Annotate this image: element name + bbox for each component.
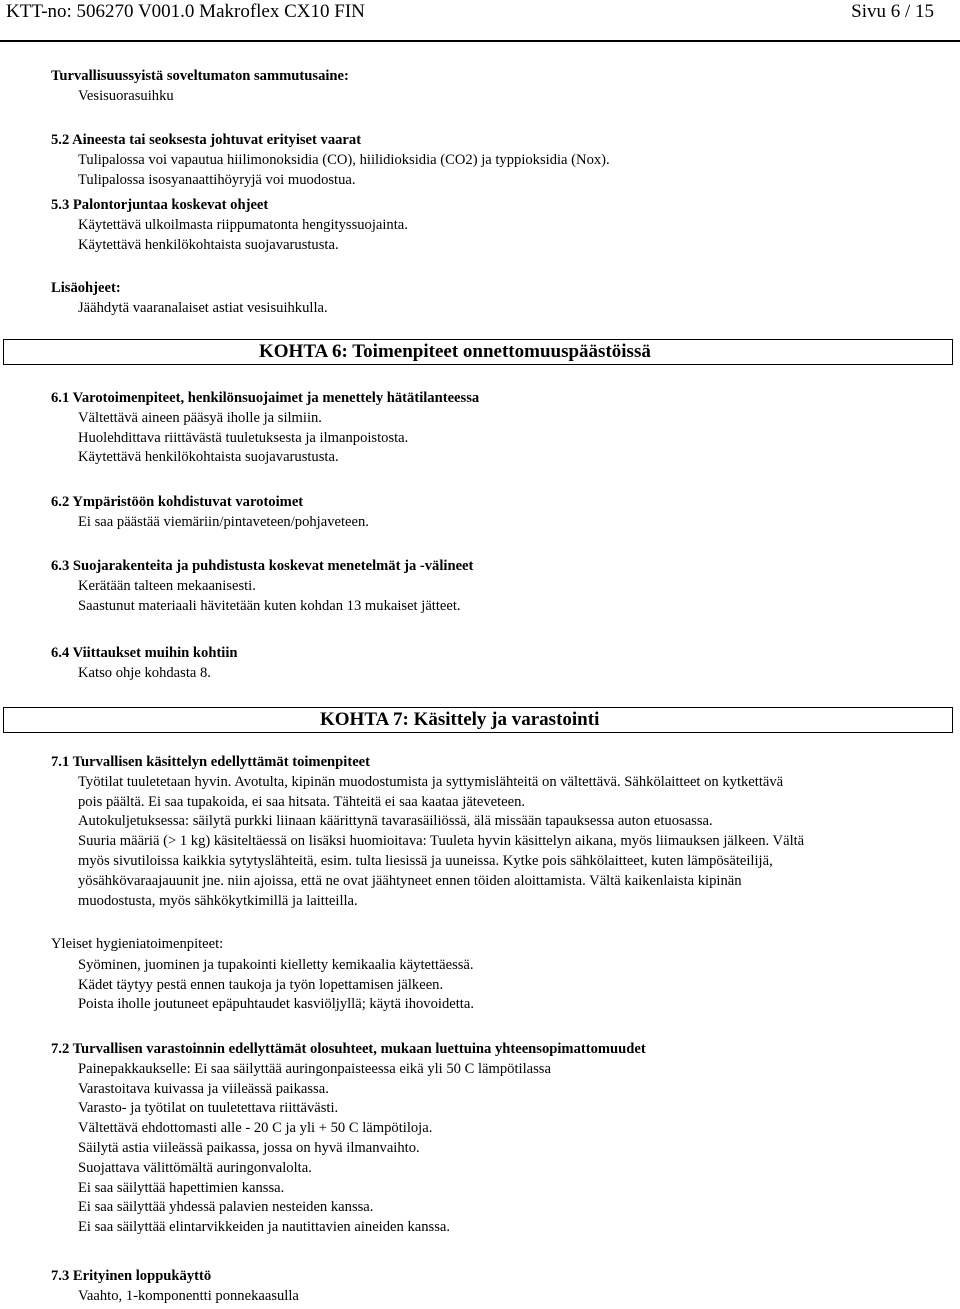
section-7-banner [3, 707, 953, 733]
section-heading: 5.3 Palontorjuntaa koskevat ohjeet [51, 197, 269, 213]
page-header [0, 0, 960, 44]
section-6-2 [51, 493, 369, 533]
paragraph-line: Huolehdittava riittävästä tuuletuksesta ja ilmanpoistosta. [78, 429, 409, 446]
paragraph-line: Syöminen, juominen ja tupakointi kielletty kemikaalia käytettäessä. [78, 956, 474, 973]
section-heading: Turvallisuussyistä soveltumaton sammutusaine: [51, 68, 349, 84]
paragraph-line: Käytettävä henkilökohtaista suojavarustusta. [78, 236, 339, 253]
section-6-4 [51, 644, 238, 684]
general-hygiene [51, 935, 474, 1015]
paragraph-line: Painepakkaukselle: Ei saa säilyttää auringonpaisteessa eikä yli 50 C lämpötilassa [78, 1060, 551, 1077]
paragraph-line: pois päältä. Ei saa tupakoida, ei saa hitsata. Tähteitä ei saa kaataa jäteveteen. [78, 793, 526, 810]
section-6-3 [51, 557, 473, 616]
paragraph-line: Saastunut materiaali hävitetään kuten kohdan 13 mukaiset jätteet. [78, 597, 461, 614]
paragraph-line: Vältettävä aineen pääsyä iholle ja silmiin. [78, 409, 322, 426]
section-7-1 [51, 753, 804, 911]
paragraph-line: Ei saa säilyttää yhdessä palavien nesteiden kanssa. [78, 1199, 374, 1216]
section-6-1 [51, 389, 479, 468]
paragraph-line: Ei saa säilyttää elintarvikkeiden ja nautittavien aineiden kanssa. [78, 1219, 451, 1236]
section-heading: Lisäohjeet: [51, 280, 121, 296]
section-5-2 [51, 131, 610, 190]
paragraph-line: Tulipalossa voi vapautua hiilimonoksidia (CO), hiilidioksidia (CO2) ja typpioksidia (Nox). [78, 151, 610, 168]
page-number: Sivu 6 / 15 [851, 1, 934, 22]
paragraph-line: Jäähdytä vaaranalaiset astiat vesisuihkulla. [78, 299, 328, 316]
section-heading: 6.4 Viittaukset muihin kohtiin [51, 645, 238, 661]
paragraph-line: Ei saa säilyttää hapettimien kanssa. [78, 1179, 285, 1196]
section-heading: 6.2 Ympäristöön kohdistuvat varotoimet [51, 494, 304, 510]
paragraph-line: Suuria määriä (> 1 kg) käsiteltäessä on lisäksi huomioitava: Tuuleta hyvin käsittelyn aikana, myös liimauksen jälkeen. Vältä [78, 833, 805, 850]
paragraph-line: Käytettävä henkilökohtaista suojavarustusta. [78, 449, 339, 466]
paragraph-line: Varasto- ja työtilat on tuuletettava riittävästi. [78, 1100, 339, 1117]
section-heading: Yleiset hygieniatoimenpiteet: [51, 936, 224, 952]
section-7-3 [51, 1267, 299, 1307]
paragraph-line: Kädet täytyy pestä ennen taukoja ja työn lopettamisen jälkeen. [78, 976, 444, 993]
paragraph-line: Vesisuorasuihku [78, 87, 174, 104]
paragraph-line: Poista iholle joutuneet epäpuhtaudet kasviöljyllä; käytä ihovoidetta. [78, 996, 474, 1013]
paragraph-line: Vältettävä ehdottomasti alle - 20 C ja yli + 50 C lämpötiloja. [78, 1120, 433, 1137]
paragraph-line: myös sivutiloissa kaikkia sytytyslähteitä, esim. tulta liesissä ja uuneissa. Kytke pois sähkölaitteet, kuten lämpösäteilijä, [78, 852, 773, 869]
paragraph-line: Vaahto, 1-komponentti ponnekaasulla [78, 1287, 299, 1304]
paragraph-line: Käytettävä ulkoilmasta riippumatonta hengityssuojainta. [78, 216, 408, 233]
section-heading: 5.2 Aineesta tai seoksesta johtuvat erityiset vaarat [51, 132, 362, 148]
paragraph-line: Työtilat tuuletetaan hyvin. Avotulta, kipinän muodostumista ja syttymislähteitä on vältettävä. Sähkölaitteet on kytkettävä [78, 773, 784, 790]
paragraph-line: Suojattava välittömältä auringonvalolta. [78, 1159, 312, 1176]
paragraph-line: Tulipalossa isosyanaattihöyryjä voi muodostua. [78, 171, 356, 188]
section-heading: 6.3 Suojarakenteita ja puhdistusta koskevat menetelmät ja -välineet [51, 558, 474, 574]
section-6-banner [3, 339, 953, 365]
section-heading: 6.1 Varotoimenpiteet, henkilönsuojaimet ja menettely hätätilanteessa [51, 390, 480, 406]
section-title: KOHTA 7: Käsittely ja varastointi [320, 709, 600, 730]
section-title: KOHTA 6: Toimenpiteet onnettomuuspäästöissä [259, 341, 651, 362]
document-id: KTT-no: 506270 V001.0 Makroflex CX10 FIN [6, 1, 365, 22]
section-5-3 [51, 196, 408, 255]
paragraph-line: Säilytä astia viileässä paikassa, jossa on hyvä ilmanvaihto. [78, 1139, 420, 1156]
header-divider [0, 40, 960, 42]
section-7-2 [51, 1040, 646, 1238]
paragraph-line: yösähkövaraajauunit jne. niin ajoissa, että ne ovat jäähtyneet ennen töiden aloittamista. Vältä kaikenlaista kipinän [78, 872, 742, 889]
additional-instructions [51, 279, 328, 319]
section-heading: 7.2 Turvallisen varastoinnin edellyttämät olosuhteet, mukaan luettuina yhteensopimattomuudet [51, 1041, 646, 1057]
paragraph-line: Kerätään talteen mekaanisesti. [78, 577, 256, 594]
section-heading: 7.3 Erityinen loppukäyttö [51, 1268, 212, 1284]
paragraph-line: Autokuljetuksessa: säilytä purkki liinaan käärittynä tavarasäiliössä, älä missään tapauksessa auton etuosassa. [78, 813, 713, 830]
paragraph-line: muodostusta, myös sähkökytkimillä ja laitteilla. [78, 892, 358, 909]
paragraph-line: Ei saa päästää viemäriin/pintaveteen/pohjaveteen. [78, 513, 369, 530]
paragraph-line: Katso ohje kohdasta 8. [78, 664, 211, 681]
unsuitable-extinguishing-media [51, 67, 349, 107]
paragraph-line: Varastoitava kuivassa ja viileässä paikassa. [78, 1080, 329, 1097]
section-heading: 7.1 Turvallisen käsittelyn edellyttämät toimenpiteet [51, 754, 371, 770]
